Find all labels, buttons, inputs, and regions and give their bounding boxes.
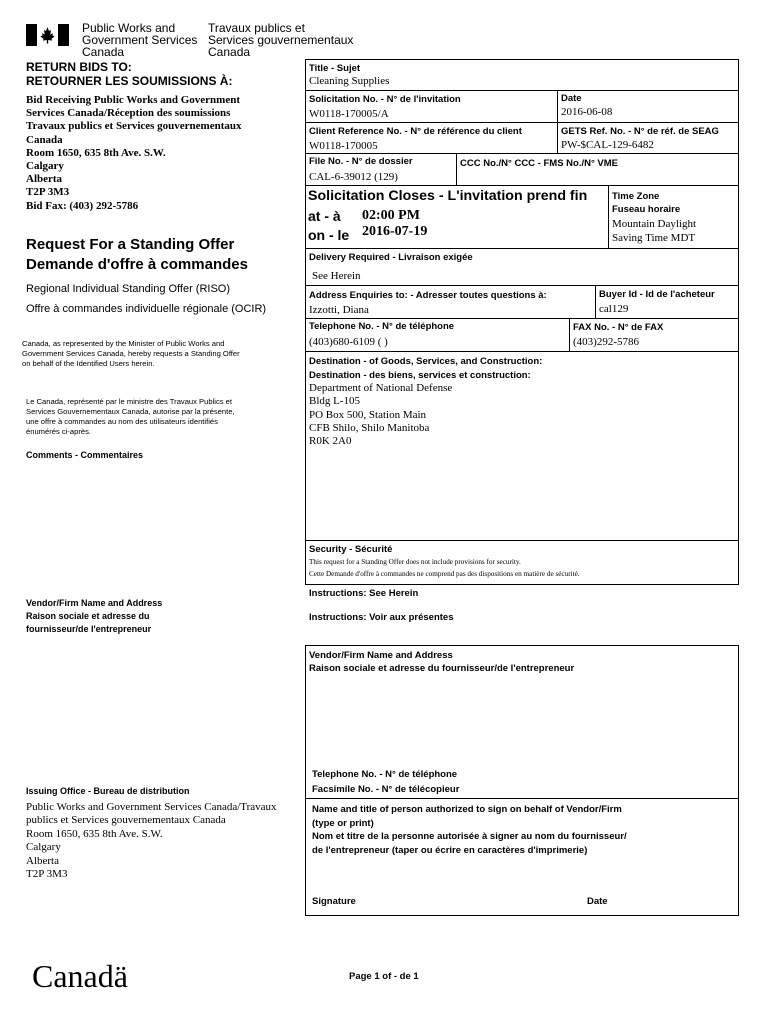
buyer-id-value: cal129 — [599, 303, 629, 315]
destination-address: Department of National Defense Bldg L-105 PO Box 500, Station Main CFB Shilo, Shilo Manitoba R0K 2A0 — [309, 382, 453, 448]
request-paragraph-en: Canada, as represented by the Minister of Public Works and Government Services Canada, hereby requests a Standing Offer on behalf of the Identified Users herein. — [22, 339, 240, 368]
destination-label: Destination - of Goods, Services, and Construction: Destination - des biens, services et construction: — [309, 356, 543, 381]
issuing-office-label: Issuing Office - Bureau de distribution — [26, 786, 190, 796]
delivery-required-label: Delivery Required - Livraison exigée — [309, 252, 473, 263]
return-bids-address: Bid Receiving Public Works and Government Services Canada/Réception des soumissions Travaux publics et Services gouvernementaux Canada Room 1650, 635 8th Ave. S.W. Calgary Alberta T2P 3M3 Bid Fax: (403) 292-5786 — [26, 94, 242, 212]
closing-at-label: at - à — [308, 208, 341, 224]
vendor-name-address-field[interactable] — [309, 677, 735, 765]
vendor-facsimile-label: Facsimile No. - N° de télécopieur — [312, 784, 460, 795]
comments-label: Comments - Commentaires — [26, 450, 144, 460]
fax-value: (403)292-5786 — [573, 336, 639, 348]
telephone-value: (403)680-6109 ( ) — [309, 336, 388, 348]
authorized-person-label: Name and title of person authorized to sign on behalf of Vendor/Firm (type or print) Nom et titre de la personne autorisée à signer au nom du fournisseur/ de l'entrepreneur (taper ou écrire en caractères d'imprimerie) — [312, 804, 627, 856]
authorized-person-field[interactable] — [309, 860, 735, 892]
client-reference-value: W0118-170005 — [309, 140, 378, 152]
date-value: 2016-06-08 — [561, 106, 613, 118]
document-title-en: Request For a Standing Offer — [26, 236, 235, 253]
solicitation-number-label: Solicitation No. - N° de l'invitation — [309, 94, 461, 105]
department-name-fr: Travaux publics et Services gouvernementaux Canada — [208, 21, 354, 59]
department-name-en: Public Works and Government Services Canada — [82, 21, 198, 59]
delivery-required-value: See Herein — [312, 270, 361, 282]
address-enquiries-value: Izzotti, Diana — [309, 304, 369, 316]
closing-on-label: on - le — [308, 227, 350, 243]
gets-reference-label: GETS Ref. No. - N° de réf. de SEAG — [561, 126, 719, 137]
signature-label: Signature — [312, 896, 356, 907]
canada-wordmark-logo: Canadä — [32, 958, 128, 994]
security-note-en: This request for a Standing Offer does not include provisions for security. — [309, 558, 521, 566]
vendor-name-address-label: Vendor/Firm Name and Address Raison sociale et adresse du fournisseur/de l'entrepreneur — [26, 598, 163, 634]
ccc-fms-number-label: CCC No./N° CCC - FMS No./N° VME — [460, 158, 619, 169]
closing-date-value: 2016-07-19 — [362, 224, 428, 239]
document-title-fr: Demande d'offre à commandes — [26, 256, 248, 273]
canada-flag-icon — [26, 24, 69, 46]
return-bids-heading: RETURN BIDS TO: RETOURNER LES SOUMISSIONS À: — [26, 60, 233, 88]
fax-label: FAX No. - N° de FAX — [573, 322, 664, 333]
client-reference-label: Client Reference No. - N° de référence du client — [309, 126, 522, 137]
title-label: Title - Sujet — [309, 63, 361, 74]
vendor-box-label: Vendor/Firm Name and Address Raison sociale et adresse du fournisseur/de l'entrepreneur — [309, 650, 575, 674]
offer-type-fr: Offre à commandes individuelle régionale (OCIR) — [26, 303, 267, 315]
security-label: Security - Sécurité — [309, 544, 393, 555]
buyer-id-label: Buyer Id - Id de l'acheteur — [599, 289, 715, 300]
file-number-label: File No. - N° de dossier — [309, 156, 413, 167]
address-enquiries-label: Address Enquiries to: - Adresser toutes questions à: — [309, 290, 547, 301]
time-zone-value: Mountain Daylight Saving Time MDT — [612, 218, 697, 244]
time-zone-label: Time Zone Fuseau horaire — [612, 191, 681, 215]
instructions-fr: Instructions: Voir aux présentes — [309, 612, 454, 623]
closing-time-value: 02:00 PM — [362, 208, 420, 223]
solicitation-closes-label: Solicitation Closes - L'invitation prend fin — [308, 188, 588, 204]
solicitation-number-value: W0118-170005/A — [309, 108, 389, 120]
telephone-label: Telephone No. - N° de téléphone — [309, 321, 455, 332]
security-note-fr: Cette Demande d'offre à commandes ne comprend pas des dispositions en matière de sécurité. — [309, 570, 580, 578]
date-label: Date — [561, 93, 582, 104]
vendor-telephone-label: Telephone No. - N° de téléphone — [312, 769, 458, 780]
gets-reference-value: PW-$CAL-129-6482 — [561, 139, 654, 151]
request-paragraph-fr: Le Canada, représenté par le ministre des Travaux Publics et Services Gouvernementaux Canada, autorise par la présente, une offre à commandes au nom des utilisateurs identifiés énumérés ci-après. — [26, 397, 235, 436]
title-value: Cleaning Supplies — [309, 75, 390, 87]
file-number-value: CAL-6-39012 (129) — [309, 171, 398, 183]
issuing-office-address: Public Works and Government Services Canada/Travaux publics et Services gouvernementaux Canada Room 1650, 635 8th Ave. S.W. Calgary Alberta T2P 3M3 — [26, 801, 277, 881]
signature-date-label: Date — [587, 896, 608, 907]
page-number: Page 1 of - de 1 — [349, 971, 419, 982]
instructions-en: Instructions: See Herein — [309, 588, 419, 599]
offer-type-en: Regional Individual Standing Offer (RISO) — [26, 283, 231, 295]
